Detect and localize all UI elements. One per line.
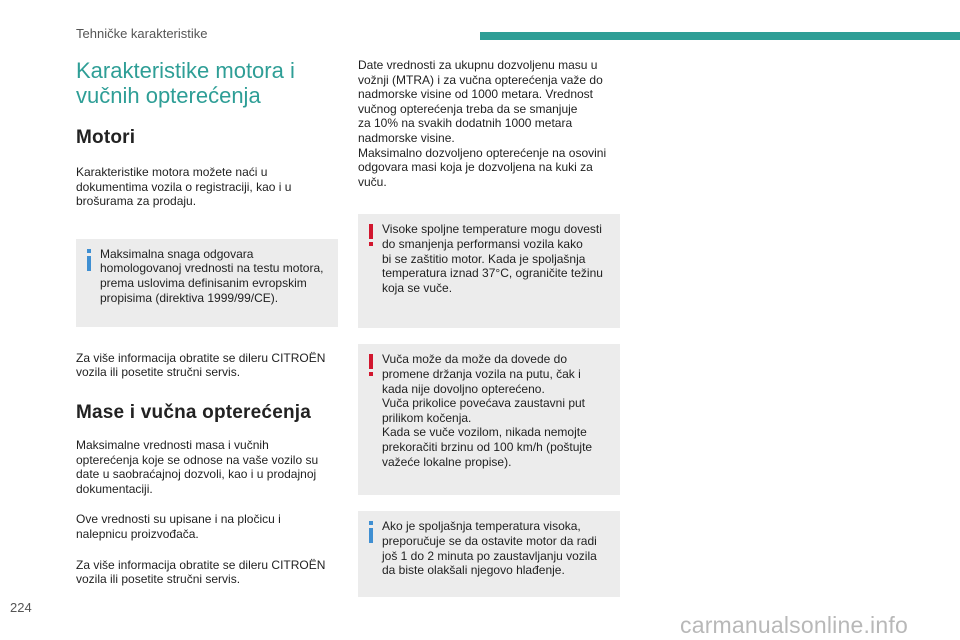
info-box-cooling-text: Ako je spoljašnja temperatura visoka, preporučuje se da ostavite motor da radi još 1 do 2 minuta po zaustavljanju vozila da biste olakšali njegovo hlađenje. (382, 519, 597, 578)
info-box-power (76, 239, 338, 327)
warning-box-towing (358, 344, 620, 495)
info-box-cooling (358, 511, 620, 597)
warning-box-temperature (358, 214, 620, 328)
page-title: Karakteristike motora i vučnih opterećenja (76, 58, 295, 108)
info-icon (366, 521, 380, 561)
mase-heading: Mase i vučna opterećenja (76, 401, 312, 423)
motori-contact-paragraph: Za više informacija obratite se dileru CITROËN vozila ili posetite stručni servis. (76, 350, 326, 380)
warning-icon (366, 354, 380, 394)
info-icon (84, 249, 98, 289)
warning-box-towing-text: Vuča može da može da dovede do promene držanja vozila na putu, čak i kada nije dovoljno opterećeno. Vuča prikolice povećava zaustavni put prilikom kočenja. Kada se vuče vozilom, nikada nemojte prekoračiti brzinu od 100 km/h (poštujte važeće lokalne propise). (382, 352, 593, 469)
header-accent-bar (480, 32, 960, 40)
mase-paragraph-1: Maksimalne vrednosti masa i vučnih opterećenja koje se odnose na vaše vozilo su date u saobraćajnoj dozvoli, kao i u prodajnoj dokumentaciji. (76, 437, 319, 496)
warning-icon (366, 224, 380, 264)
right-column (358, 58, 620, 597)
motori-paragraph: Karakteristike motora možete naći u dokumentima vozila o registraciji, kao i u brošurama za prodaju. (76, 165, 292, 209)
warning-box-temperature-text: Visoke spoljne temperature mogu dovesti do smanjenja performansi vozila kako bi se zaštitio motor. Kada je spoljašnja temperatura iznad 37°C, ograničite težinu koja se vuče. (382, 222, 603, 295)
motori-heading: Motori (76, 127, 136, 148)
mase-paragraph-2: Ove vrednosti su upisane i na pločicu i nalepnicu proizvođača. (76, 512, 281, 541)
left-column (76, 58, 338, 587)
mtra-paragraph: Date vrednosti za ukupnu dozvoljenu masu u vožnji (MTRA) i za vučna opterećenja važe do nadmorske visine od 1000 metara. Vrednost vučnog opterećenja treba da se smanjuje za 10% na svakih dodatnih 1000 metara nadmorske visine. Maksimalno dozvoljeno opterećenje na osovini odgovara masi koja je dozvoljena na kuki za vuču. (358, 58, 607, 189)
page-number: 224 (10, 600, 32, 615)
info-box-power-text: Maksimalna snaga odgovara homologovanoj vrednosti na testu motora, prema uslovima definisanim evropskim propisima (direktiva 1999/99/CE). (100, 246, 324, 305)
mase-contact-paragraph: Za više informacija obratite se dileru CITROËN vozila ili posetite stručni servis. (76, 557, 326, 587)
section-header: Tehničke karakteristike (76, 26, 208, 41)
watermark: carmanualsonline.info (680, 612, 908, 638)
